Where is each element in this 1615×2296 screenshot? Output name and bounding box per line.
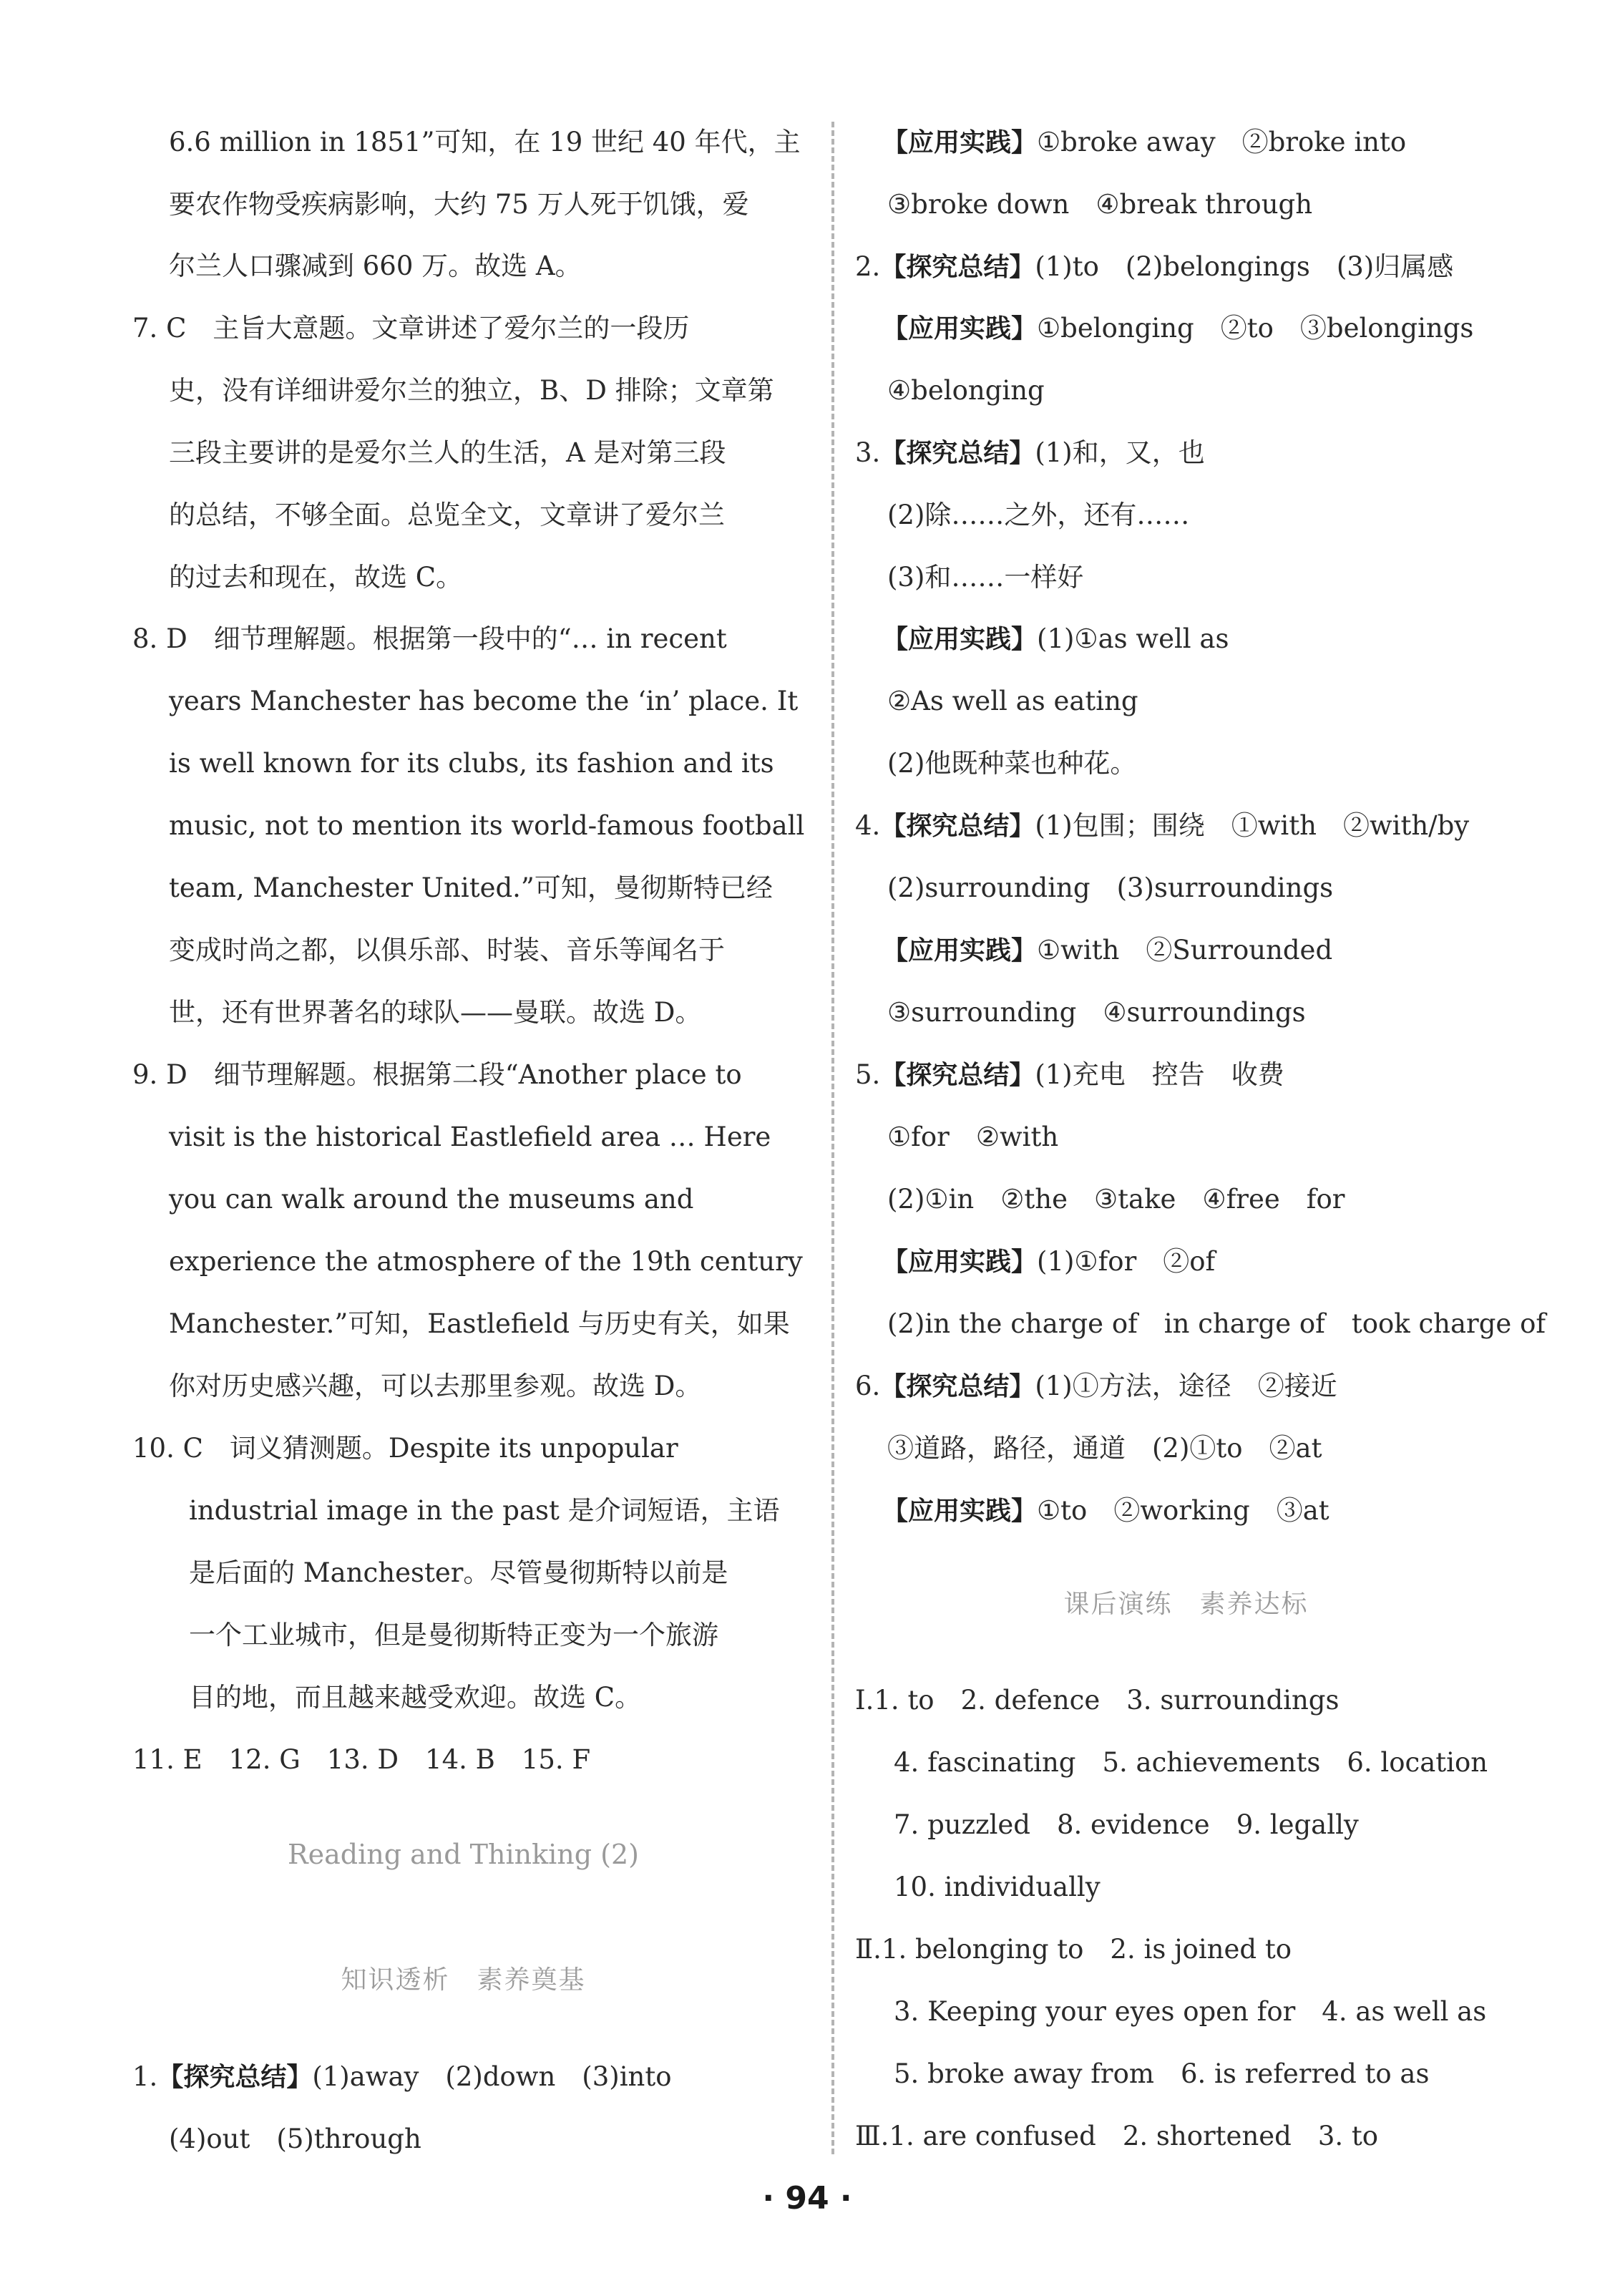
item5-explore-line-3: (2)①in ②the ③take ④free for [887, 1184, 1345, 1215]
item4-practice-line [882, 932, 1332, 970]
explore-label: 【探究总结】 [880, 253, 1035, 282]
item1-explore-line [132, 2058, 672, 2096]
ex1-line-4: 10. individually [894, 1872, 1101, 1902]
item3-explore-line-3: (3)和……一样好 [887, 562, 1084, 593]
q9-line-2: visit is the historical Eastlefield area … Here [169, 1122, 771, 1152]
page-number: · 94 · [762, 2180, 852, 2217]
item6-explore-text: (1)①方法，途径 ②接近 [1035, 1371, 1337, 1401]
item2-explore-text: (1)to (2)belongings (3)归属感 [1035, 251, 1454, 282]
item5-explore-line-2: ①for ②with [887, 1122, 1059, 1152]
section-title-reading-thinking: Reading and Thinking (2) [288, 1839, 639, 1870]
practice-label: 【应用实践】 [882, 314, 1038, 344]
q11-15-answers: 11. E 12. G 13. D 14. B 15. F [132, 1744, 591, 1775]
item3-explore-line-2: (2)除……之外，还有…… [887, 500, 1190, 530]
item6-number: 6. [855, 1371, 881, 1401]
item6-practice-text: ①to ②working ③at [1037, 1495, 1329, 1526]
q8-line-3: is well known for its clubs, its fashion and its [169, 748, 774, 779]
item3-practice-line-3: (2)他既种菜也种花。 [887, 748, 1137, 779]
explore-label: 【探究总结】 [880, 812, 1035, 841]
q8-line-7: 世，还有世界著名的球队——曼联。故选 D。 [169, 997, 702, 1028]
q9-line-1: 9. D 细节理解题。根据第二段“Another place to [132, 1059, 742, 1090]
explore-label: 【探究总结】 [880, 439, 1035, 468]
item2-explore-line [855, 248, 1453, 286]
item4-explore-line-2: (2)surrounding (3)surroundings [887, 872, 1334, 903]
q9-line-6: 你对历史感兴趣，可以去那里参观。故选 D。 [169, 1371, 702, 1401]
item4-practice-text: ①with ②Surrounded [1037, 935, 1333, 965]
item2-practice-line [882, 310, 1473, 348]
q7-line-2: 史，没有详细讲爱尔兰的独立，B、D 排除；文章第 [169, 375, 774, 406]
q10-line-5: 目的地，而且越来越受欢迎。故选 C。 [189, 1682, 642, 1713]
ex1-line-3: 7. puzzled 8. evidence 9. legally [894, 1809, 1359, 1840]
item1-practice-line [882, 124, 1406, 162]
section-title-after-class: 课后演练 素养达标 [1063, 1590, 1309, 1619]
item2-practice-text: ①belonging ②to ③belongings [1037, 313, 1474, 344]
item5-explore-text: (1)充电 控告 收费 [1035, 1059, 1284, 1090]
q7-line-1: 7. C 主旨大意题。文章讲述了爱尔兰的一段历 [132, 313, 690, 344]
item5-number: 5. [855, 1059, 881, 1090]
item5-practice-line-2: (2)in the charge of in charge of took charge of [887, 1308, 1546, 1339]
item3-explore-text: (1)和，又，也 [1035, 437, 1205, 468]
item3-explore-line [855, 434, 1205, 472]
practice-label: 【应用实践】 [882, 936, 1038, 965]
ex2-line-2: 3. Keeping your eyes open for 4. as well as [894, 1996, 1487, 2027]
item6-explore-line-2: ③道路，路径，通道 (2)①to ②at [887, 1433, 1322, 1464]
item3-number: 3. [855, 437, 881, 468]
item1-explore-line-2: (4)out (5)through [169, 2124, 421, 2154]
practice-label: 【应用实践】 [882, 625, 1038, 654]
item4-practice-line-2: ③surrounding ④surroundings [887, 997, 1306, 1028]
item4-explore-line [855, 807, 1469, 845]
ex1-line-2: 4. fascinating 5. achievements 6. location [894, 1747, 1488, 1778]
q6-line-3: 尔兰人口骤减到 660 万。故选 A。 [169, 250, 582, 281]
q8-line-4: music, not to mention its world-famous football [169, 810, 805, 841]
explore-label: 【探究总结】 [880, 1061, 1035, 1090]
q8-line-2: years Manchester has become the ‘in’ place. It [169, 686, 799, 716]
item5-practice-text: (1)①for ②of [1037, 1246, 1216, 1277]
explore-label: 【探究总结】 [880, 1372, 1035, 1401]
ex3-line-1: Ⅲ.1. are confused 2. shortened 3. to [855, 2121, 1379, 2151]
q9-line-5: Manchester.”可知，Eastlefield 与历史有关，如果 [169, 1308, 790, 1339]
ex2-line-3: 5. broke away from 6. is referred to as [894, 2058, 1430, 2089]
q8-line-6: 变成时尚之都，以俱乐部、时装、音乐等闻名于 [169, 935, 725, 965]
explore-label: 【探究总结】 [157, 2063, 313, 2092]
q9-line-4: experience the atmosphere of the 19th century [169, 1246, 803, 1277]
practice-label: 【应用实践】 [882, 1247, 1038, 1277]
q6-line-2: 要农作物受疾病影响，大约 75 万人死于饥饿，爱 [169, 189, 749, 220]
q8-line-5: team, Manchester United.”可知，曼彻斯特已经 [169, 872, 773, 903]
q9-line-3: you can walk around the museums and [169, 1184, 694, 1215]
column-divider [831, 122, 834, 2154]
q10-line-1: 10. C 词义猜测题。Despite its unpopular [132, 1433, 678, 1464]
item5-explore-line [855, 1056, 1284, 1094]
item1-practice-text: ①broke away ②broke into [1037, 127, 1407, 157]
item6-explore-line [855, 1368, 1337, 1406]
q6-line-1: 6.6 million in 1851”可知，在 19 世纪 40 年代，主 [169, 127, 801, 157]
item1-practice-line-2: ③broke down ④break through [887, 189, 1313, 220]
q10-line-2: industrial image in the past 是介词短语，主语 [189, 1495, 780, 1526]
item2-number: 2. [855, 251, 881, 282]
q8-line-1: 8. D 细节理解题。根据第一段中的“… in recent [132, 623, 727, 654]
q7-line-5: 的过去和现在，故选 C。 [169, 562, 463, 593]
q7-line-4: 的总结，不够全面。总览全文，文章讲了爱尔兰 [169, 500, 725, 530]
item3-practice-text: (1)①as well as [1037, 623, 1229, 654]
item2-practice-line-2: ④belonging [887, 375, 1045, 406]
subsection-title-knowledge: 知识透析 素养奠基 [341, 1965, 586, 1995]
item1-number: 1. [132, 2061, 158, 2092]
practice-label: 【应用实践】 [882, 1497, 1038, 1526]
q10-line-3: 是后面的 Manchester。尽管曼彻斯特以前是 [189, 1557, 728, 1588]
item3-practice-line [882, 621, 1229, 658]
q10-line-4: 一个工业城市，但是曼彻斯特正变为一个旅游 [189, 1620, 718, 1650]
q7-line-3: 三段主要讲的是爱尔兰人的生活，A 是对第三段 [169, 437, 726, 468]
practice-label: 【应用实践】 [882, 128, 1038, 157]
item5-practice-line [882, 1243, 1215, 1281]
item1-explore-text: (1)away (2)down (3)into [312, 2061, 672, 2092]
item3-practice-line-2: ②As well as eating [887, 686, 1138, 716]
item4-explore-text: (1)包围；围绕 ①with ②with/by [1035, 810, 1470, 841]
ex2-line-1: Ⅱ.1. belonging to 2. is joined to [855, 1934, 1292, 1965]
ex1-line-1: Ⅰ.1. to 2. defence 3. surroundings [855, 1685, 1340, 1716]
item6-practice-line [882, 1492, 1329, 1530]
item4-number: 4. [855, 810, 881, 841]
